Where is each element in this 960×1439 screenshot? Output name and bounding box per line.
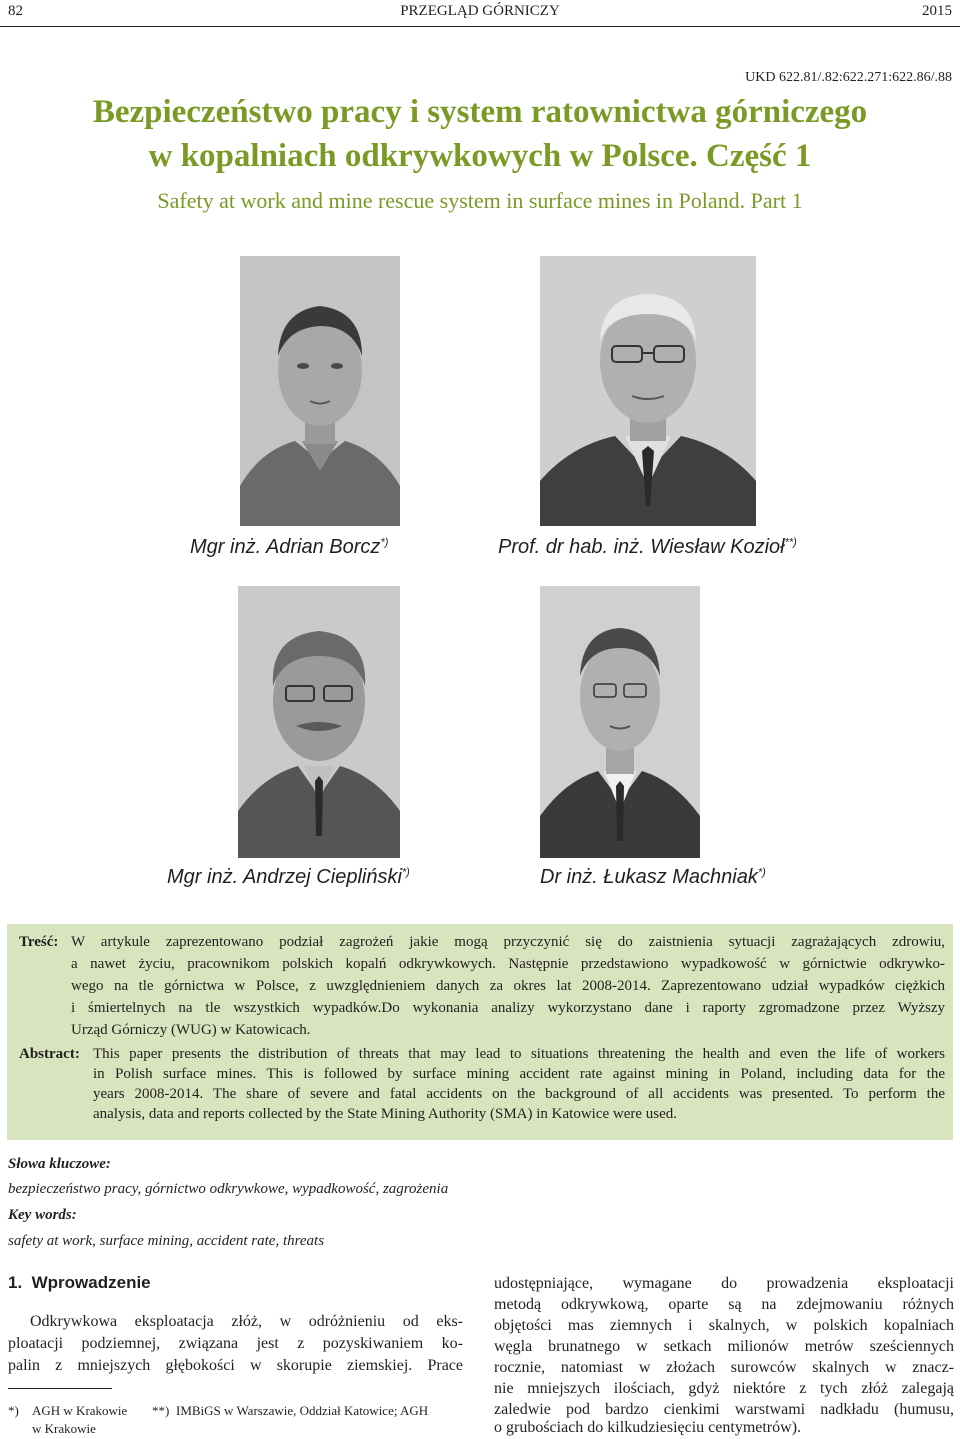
author-name: Prof. dr hab. inż. Wiesław Kozioł (498, 536, 785, 558)
body-line: palin z mniejszych głębokości w skorupie ziemskiej. Prace (8, 1357, 463, 1374)
author-photo-borcz (240, 256, 400, 526)
page-number: 82 (8, 3, 23, 19)
tresc-line: a nawet życiu, pracownikom polskich kopalń odkrywkowych. Następnie przedstawiono wypadkowość w górnictwie odkrywko- (71, 956, 945, 972)
body-line: ploatacji podziemnej, związana jest z pozyskiwaniem ko- (8, 1335, 463, 1352)
affiliation-mark: *) (401, 866, 410, 879)
author-caption-borcz (190, 536, 388, 559)
english-title: Safety at work and mine rescue system in surface mines in Poland. Part 1 (157, 188, 803, 213)
header-rule (0, 26, 960, 27)
author-caption-machniak (540, 866, 766, 889)
tresc-label: Treść: (19, 934, 59, 950)
body-line: węgla brunatnego w setkach milionów metrów sześciennych (494, 1338, 954, 1355)
body-line: Odkrywkowa eksploatacja złóż, w odróżnieniu od eks- (30, 1313, 463, 1330)
author-photo-machniak (540, 586, 700, 858)
title-line-2: w kopalniach odkrywkowych w Polsce. Część 1 (148, 138, 812, 174)
body-line: objętości mas ziemnych i skalnych, w polskich kopalniach (494, 1317, 954, 1334)
keywords-en-label: Key words: (8, 1207, 77, 1223)
footnote-mark-2: **) (152, 1403, 170, 1418)
author-name: Dr inż. Łukasz Machniak (540, 866, 758, 888)
ukd-code: UKD 622.81/.82:622.271:622.86/.88 (745, 70, 952, 85)
keywords-pl-text: bezpieczeństwo pracy, górnictwo odkrywkowe, wypadkowość, zagrożenia (8, 1181, 449, 1197)
footnote-text-1: AGH w Krakowie (32, 1403, 128, 1418)
abstract-box (7, 924, 953, 1140)
affiliation-mark: *) (380, 536, 389, 549)
author-photo-cieplinski (238, 586, 400, 858)
keywords-en-text: safety at work, surface mining, accident rate, threats (8, 1233, 325, 1249)
affiliation-mark: *) (757, 866, 766, 879)
body-line: metodą odkrywkową, oparte są na zdejmowaniu różnych (494, 1296, 954, 1313)
body-line: zaledwie pod bardzo cienkimi warstwami nadkładu (humusu, (494, 1401, 954, 1418)
title-line-1: Bezpieczeństwo pracy i system ratownictwa górniczego (92, 94, 868, 130)
body-line: udostępniające, wymagane do prowadzenia eksploatacji (494, 1275, 954, 1292)
abstract-line: This paper presents the distribution of threats that may lead to situations threatening the health and even the life of workers (93, 1046, 945, 1062)
footnote-mark-1: *) (8, 1403, 19, 1418)
tresc-line: Urząd Górniczy (WUG) w Katowicach. (71, 1022, 311, 1038)
abstract-line: in Polish surface mines. This is followed by surface mining accident rate against mining in Poland, including data for the (93, 1066, 945, 1082)
author-photo-koziol (540, 256, 756, 526)
section-heading: 1. Wprowadzenie (8, 1273, 151, 1292)
author-name: Mgr inż. Andrzej Ciepliński (167, 866, 402, 888)
journal-year: 2015 (922, 3, 952, 19)
footnote-text-2: IMBiGS w Warszawie, Oddział Katowice; AGH (176, 1403, 429, 1418)
author-name: Mgr inż. Adrian Borcz (190, 536, 381, 558)
tresc-line: W artykule zaprezentowano podział zagrożeń jakie mogą przyczynić się do zaistnienia sytuacji zagrażających zdrowiu, (71, 934, 945, 950)
body-line: nie mniejszych ilościach, gdyż niektóre z tych złóż zalegają (494, 1380, 954, 1397)
tresc-line: i śmiertelnych na tle wszystkich wypadków.Do wykonania analizy wykorzystano dane i raporty zgromadzone przez Wyższy (71, 1000, 945, 1016)
abstract-line: analysis, data and reports collected by the State Mining Authority (SMA) in Katowice were used. (93, 1106, 678, 1122)
affiliation-mark: **) (784, 536, 797, 549)
body-line: rocznie, natomiast w złożach surowców skalnych w znacz- (494, 1359, 954, 1376)
author-caption-cieplinski (167, 866, 410, 889)
abstract-line: years 2008-2014. The share of severe and fatal accidents on the background of all accidents was presented. To perform the (93, 1086, 945, 1102)
footnote-rule (8, 1388, 112, 1389)
author-caption-koziol (498, 536, 797, 559)
journal-name: PRZEGLĄD GÓRNICZY (400, 3, 560, 19)
footnote-text-2-cont: w Krakowie (32, 1421, 96, 1436)
tresc-line: wego na tle górnictwa w Polsce, z uwzględnieniem danych za okres lat 2008-2014. Zaprezentowano udział wypadków ciężkich (71, 978, 945, 994)
keywords-pl-label: Słowa kluczowe: (8, 1156, 111, 1172)
body-line: o grubościach do kilkudziesięciu centymetrów). (494, 1419, 802, 1436)
abstract-label: Abstract: (19, 1046, 80, 1062)
